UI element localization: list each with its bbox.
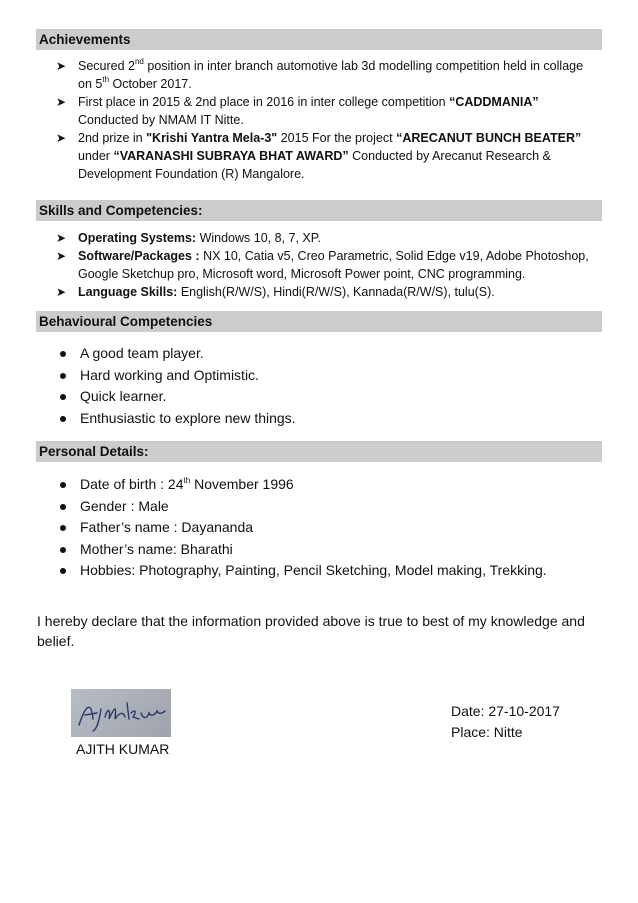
list-item: ➤ Secured 2nd position in inter branch automotive lab 3d modelling competition held in collage on 5th October 2017. — [56, 57, 584, 91]
arrow-bullet-icon: ➤ — [56, 249, 67, 263]
list-item: Enthusiastic to explore new things. — [58, 408, 598, 430]
list-item: Mother’s name: Bharathi — [58, 539, 598, 561]
arrow-bullet-icon: ➤ — [56, 59, 67, 73]
behavioural-list — [58, 343, 598, 429]
list-item: Hard working and Optimistic. — [58, 365, 598, 387]
bullet-icon — [60, 504, 66, 510]
behavioural-heading: Behavioural Competencies — [36, 311, 602, 332]
date-place-block — [451, 701, 560, 743]
arrow-bullet-icon: ➤ — [56, 95, 67, 109]
arrow-bullet-icon: ➤ — [56, 285, 67, 299]
signature-scribble-icon — [71, 689, 171, 737]
list-item: ➤ First place in 2015 & 2nd place in 2016 in inter college competition “CADDMANIA” Conducted by NMAM IT Nitte. — [56, 95, 539, 127]
list-item: ➤ 2nd prize in "Krishi Yantra Mela-3" 2015 For the project “ARECANUT BUNCH BEATER” under “VARANASHI SUBRAYA BHAT AWARD” Conducted by Arecanut Research & Development Foundation (R) Mangalore. — [56, 131, 582, 181]
achievements-list — [56, 57, 596, 183]
list-item: ➤ Operating Systems: Windows 10, 8, 7, XP. — [56, 231, 321, 245]
achievements-heading: Achievements — [36, 29, 602, 50]
personal-heading: Personal Details: — [36, 441, 602, 462]
signature-image — [71, 689, 171, 737]
arrow-bullet-icon: ➤ — [56, 231, 67, 245]
list-item: ➤ Language Skills: English(R/W/S), Hindi(R/W/S), Kannada(R/W/S), tulu(S). — [56, 285, 495, 299]
bullet-icon — [60, 351, 66, 357]
arrow-bullet-icon: ➤ — [56, 131, 67, 145]
bullet-icon — [60, 373, 66, 379]
bullet-icon — [60, 394, 66, 400]
skills-list — [56, 229, 596, 301]
bullet-icon — [60, 482, 66, 488]
skills-heading: Skills and Competencies: — [36, 200, 602, 221]
bullet-icon — [60, 547, 66, 553]
list-item: Hobbies: Photography, Painting, Pencil Sketching, Model making, Trekking. — [58, 560, 598, 582]
list-item: A good team player. — [58, 343, 598, 365]
list-item: Father’s name : Dayananda — [58, 517, 598, 539]
personal-list — [58, 474, 598, 582]
list-item: Date of birth : 24th November 1996 — [58, 474, 598, 496]
list-item: Gender : Male — [58, 496, 598, 518]
bullet-icon — [60, 568, 66, 574]
list-item: Quick learner. — [58, 386, 598, 408]
list-item: ➤ Software/Packages : NX 10, Catia v5, Creo Parametric, Solid Edge v19, Adobe Photoshop, Google Sketchup pro, Microsoft word, Microsoft Power point, CNC programming. — [56, 249, 589, 281]
declaration-text: I hereby declare that the information provided above is true to best of my knowledge and belief. — [37, 613, 585, 649]
bullet-icon — [60, 525, 66, 531]
place-line: Place: Nitte — [451, 724, 523, 740]
date-line: Date: 27-10-2017 — [451, 703, 560, 719]
signatory-name: AJITH KUMAR — [76, 741, 170, 757]
bullet-icon — [60, 416, 66, 422]
